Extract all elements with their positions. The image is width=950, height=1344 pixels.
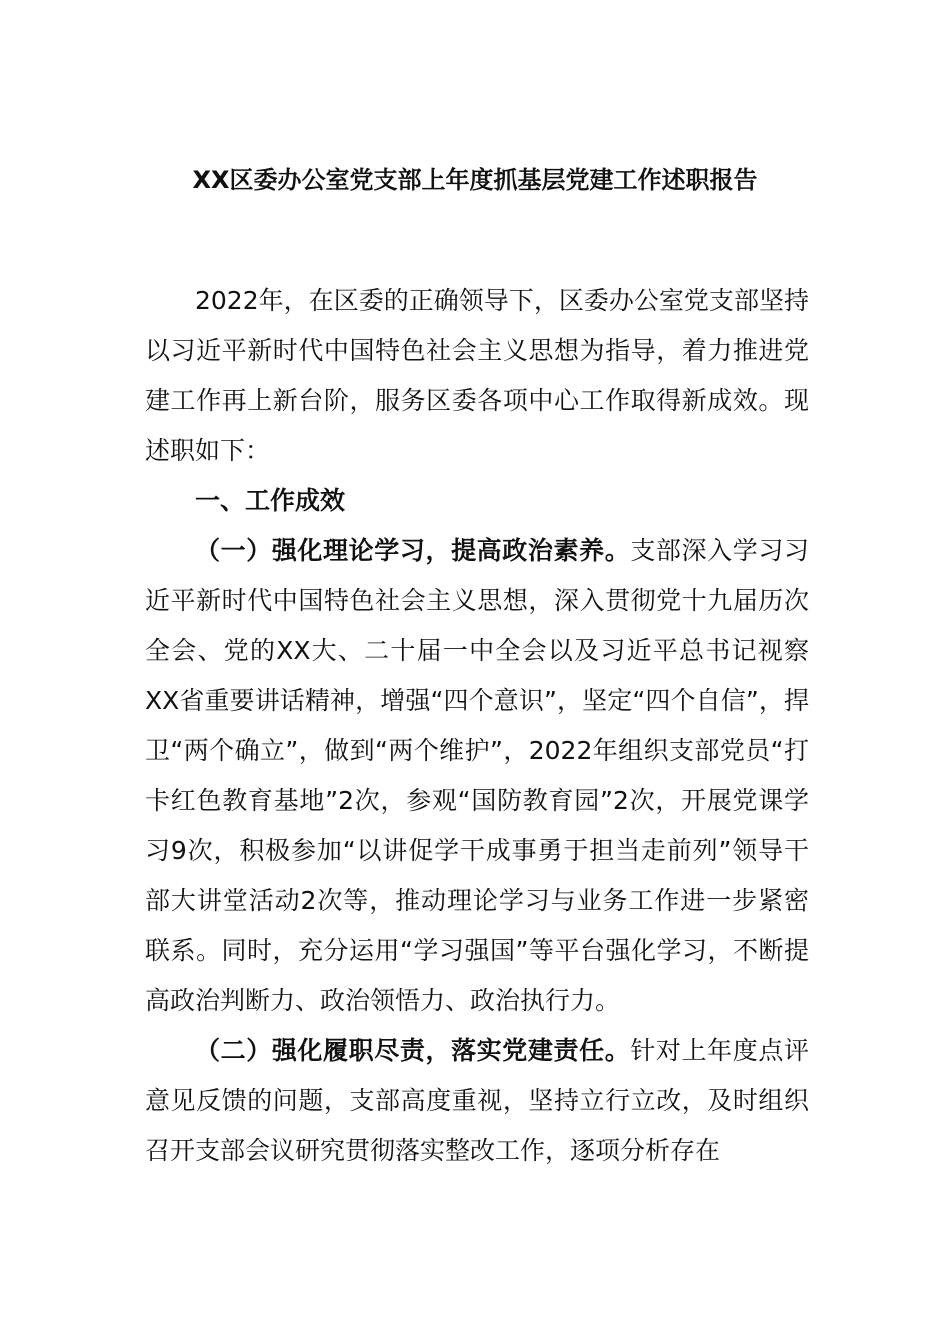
document-body	[145, 276, 809, 1176]
item-2-lead: （二）强化履职尽责，落实党建责任。	[195, 1036, 631, 1065]
paragraph-item-1	[145, 526, 809, 1026]
document-title: XX区委办公室党支部上年度抓基层党建工作述职报告	[192, 166, 758, 194]
item-1-text: 支部深入学习习近平新时代中国特色社会主义思想，深入贯彻党十九届历次全会、党的XX大、二十届一中全会以及习近平总书记视察XX省重要讲话精神，增强“四个意识”，坚定“四个自信”，捍卫“两个确立”，做到“两个维护”，2022年组织支部党员“打卡红色教育基地”2次，参观“国防教育园”2次，开展党课学习9次，积极参加“以讲促学干成事勇于担当走前列”领导干部大讲堂活动2次等，推动理论学习与业务工作进一步紧密联系。同时，充分运用“学习强国”等平台强化学习，不断提高政治判断力、政治领悟力、政治执行力。	[145, 536, 809, 1015]
item-1-lead: （一）强化理论学习，提高政治素养。	[195, 536, 631, 565]
item-2-text: 针对上年度点评意见反馈的问题，支部高度重视，坚持立行立改，及时组织召开支部会议研究贯彻落实整改工作，逐项分析存在	[145, 1036, 809, 1165]
intro-paragraph: 2022年，在区委的正确领导下，区委办公室党支部坚持以习近平新时代中国特色社会主义思想为指导，着力推进党建工作再上新台阶，服务区委各项中心工作取得新成效。现述职如下：	[145, 286, 809, 465]
paragraph-item-2	[145, 1026, 809, 1176]
section-heading-work-results: 一、工作成效	[195, 486, 346, 515]
